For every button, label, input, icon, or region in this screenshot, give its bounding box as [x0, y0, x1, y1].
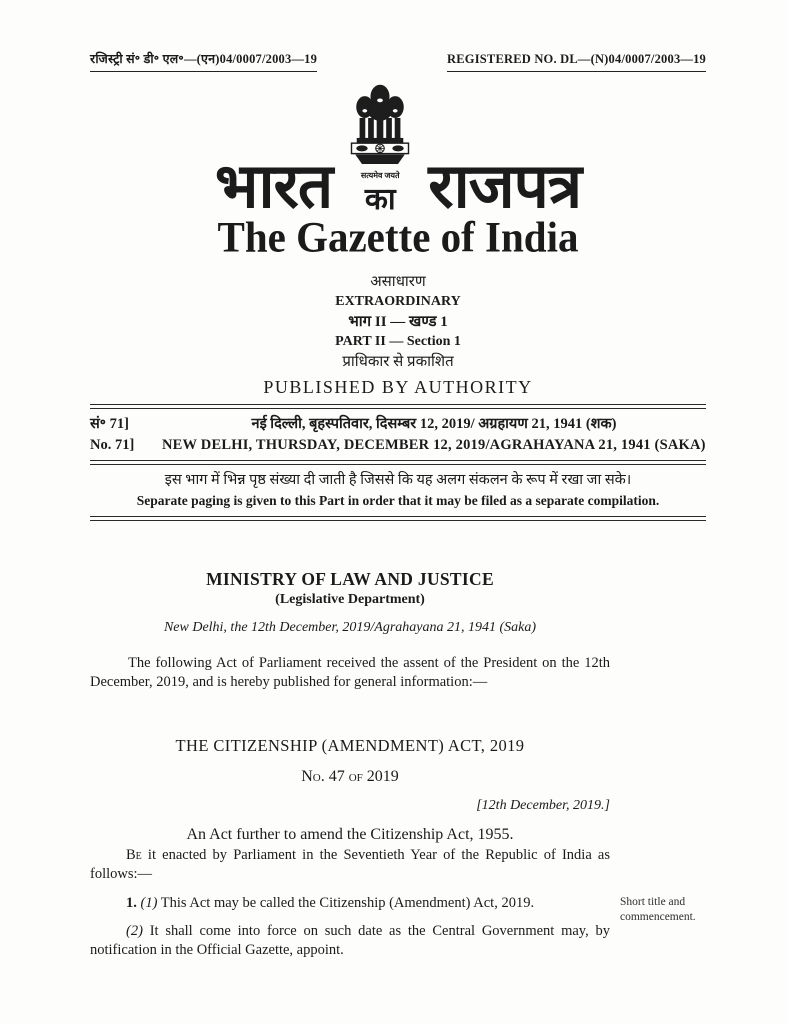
- registration-header: [90, 50, 706, 72]
- section-1-subsection-2: [90, 922, 610, 960]
- section-1-subsection-1: [90, 894, 610, 913]
- enacting-clause: [90, 846, 610, 884]
- section-number: 1.: [126, 895, 137, 911]
- masthead-title-hindi: [90, 84, 706, 219]
- separate-paging-notice: [90, 470, 706, 521]
- issue-row-english: [90, 435, 706, 456]
- masthead-title-english: The Gazette of India: [217, 212, 579, 262]
- extraordinary-english: EXTRAORDINARY: [335, 294, 461, 309]
- subsection-1-marker: (1): [140, 895, 158, 911]
- ministry-department: (Legislative Department): [275, 592, 425, 607]
- section-1: [90, 894, 706, 960]
- masthead: [90, 84, 706, 262]
- registration-number-english: REGISTERED NO. DL—(N)04/0007/2003—19: [447, 52, 706, 72]
- ministry-block: [90, 568, 610, 637]
- masthead-word-ka: का: [364, 183, 396, 216]
- paging-notice-english: Separate paging is given to this Part in order that it may be filed as a separate compilation.: [136, 493, 660, 508]
- authority-hindi: प्राधिकार से प्रकाशित: [342, 354, 454, 370]
- part-section-english: PART II — Section 1: [335, 334, 461, 349]
- margin-note-short-title: Short title and commencement.: [620, 896, 696, 923]
- act-number: No. 47 of 2019: [301, 768, 399, 785]
- act-assent-date: [12th December, 2019.]: [476, 798, 610, 813]
- extraordinary-hindi: असाधारण: [370, 274, 426, 290]
- published-by-authority: PUBLISHED BY AUTHORITY: [263, 377, 533, 397]
- issue-row-hindi: [90, 414, 706, 435]
- subheader: [90, 272, 706, 400]
- enacting-be: Be: [126, 847, 142, 863]
- emblem-motto: सत्यमेव जयते: [360, 171, 400, 180]
- masthead-word-rajpatra: राजपत्र: [428, 153, 582, 221]
- masthead-word-bharat: भारत: [214, 153, 333, 221]
- registration-number-hindi: रजिस्ट्री सं॰ डी॰ एल॰—(एन)04/0007/2003—19: [90, 50, 317, 72]
- ministry-name: MINISTRY OF LAW AND JUSTICE: [206, 569, 494, 589]
- issue-rows: [90, 409, 706, 460]
- issue-date-english: NEW DELHI, THURSDAY, DECEMBER 12, 2019/AGRAHAYANA 21, 1941 (SAKA): [162, 437, 706, 453]
- assent-paragraph: The following Act of Parliament received the assent of the President on the 12th December, 2019, and is hereby published for general information:—: [90, 655, 610, 690]
- act-long-title: An Act further to amend the Citizenship Act, 1955.: [186, 826, 514, 843]
- subsection-2-text: It shall come into force on such date as the Central Government may, by notification in the Official Gazette, appoint.: [90, 923, 610, 958]
- enacting-text: it enacted by Parliament in the Seventieth Year of the Republic of India as follows:—: [90, 847, 610, 882]
- subsection-1-text: This Act may be called the Citizenship (Amendment) Act, 2019.: [157, 895, 535, 911]
- subsection-2-marker: (2): [126, 923, 143, 939]
- masthead-emblem-block: [342, 84, 418, 217]
- act-heading: [90, 736, 610, 845]
- issue-number-english: No. 71]: [90, 437, 135, 453]
- act-title: THE CITIZENSHIP (AMENDMENT) ACT, 2019: [175, 736, 525, 755]
- national-emblem-icon: [342, 84, 418, 170]
- paging-notice-hindi: इस भाग में भिन्न पृष्ठ संख्या दी जाती है जिससे कि यह अलग संकलन के रूप में रखा जा सके।: [164, 472, 632, 488]
- act-body: [90, 846, 706, 960]
- ministry-dateline: New Delhi, the 12th December, 2019/Agrahayana 21, 1941 (Saka): [163, 620, 537, 635]
- issue-date-hindi: नई दिल्ली, बृहस्पतिवार, दिसम्बर 12, 2019/ अग्रहायण 21, 1941 (शक): [251, 416, 617, 432]
- part-section-hindi: भाग II — खण्ड 1: [348, 314, 448, 330]
- issue-bar: [90, 404, 706, 465]
- double-rule-bottom: [90, 516, 706, 521]
- issue-number-hindi: सं॰ 71]: [90, 416, 129, 432]
- double-rule-mid: [90, 460, 706, 465]
